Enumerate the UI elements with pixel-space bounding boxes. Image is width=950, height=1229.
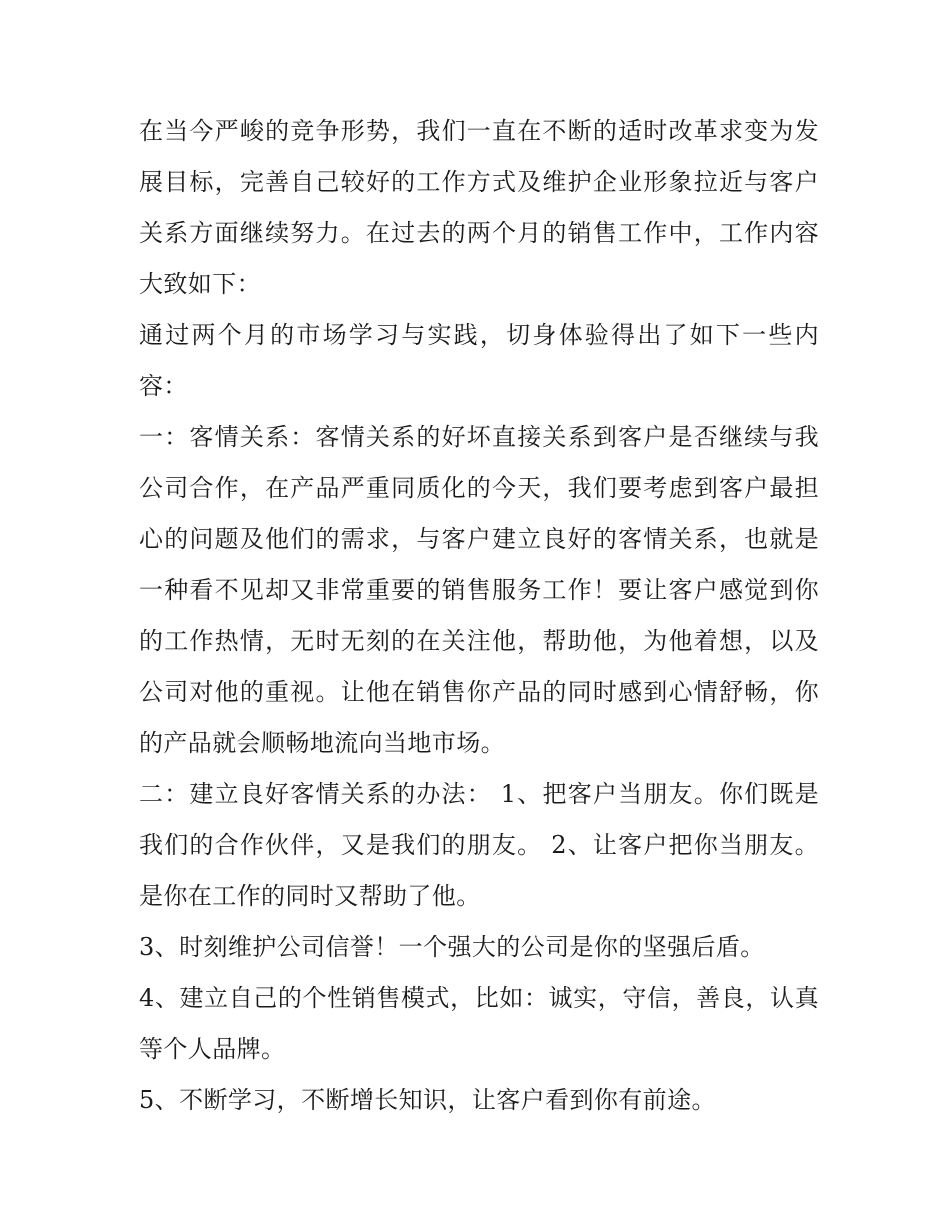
paragraph-section-1: 一：客情关系：客情关系的好坏直接关系到客户是否继续与我公司合作，在产品严重同质化的今天，我们要考虑到客户最担心的问题及他们的需求，与客户建立良好的客情关系，也就是一种看不见却又非常重要的销售服务工作！要让客户感觉到你的工作热情，无时无刻的在关注他，帮助他，为他着想，以及公司对他的重视。让他在销售你产品的同时感到心情舒畅，你的产品就会顺畅地流向当地市场。 (139, 423, 819, 757)
paragraph-item-5: 5、不断学习，不断增长知识，让客户看到你有前途。 (139, 1086, 716, 1114)
document-body (139, 106, 819, 1126)
paragraph-intro: 在当今严峻的竞争形势，我们一直在不断的适时改革求变为发展目标，完善自己较好的工作方式及维护企业形象拉近与客户关系方面继续努力。在过去的两个月的销售工作中，工作内容大致如下： (139, 117, 819, 298)
paragraph-item-4: 4、建立自己的个性销售模式，比如：诚实，守信，善良，认真等个人品牌。 (139, 984, 819, 1063)
paragraph-section-2: 二：建立良好客情关系的办法： 1、把客户当朋友。你们既是我们的合作伙伴，又是我们的朋友。 2、让客户把你当朋友。是你在工作的同时又帮助了他。 (139, 780, 819, 910)
paragraph-item-3: 3、时刻维护公司信誉！一个强大的公司是你的坚强后盾。 (139, 933, 765, 961)
paragraph-summary: 通过两个月的市场学习与实践，切身体验得出了如下一些内容： (139, 321, 819, 400)
